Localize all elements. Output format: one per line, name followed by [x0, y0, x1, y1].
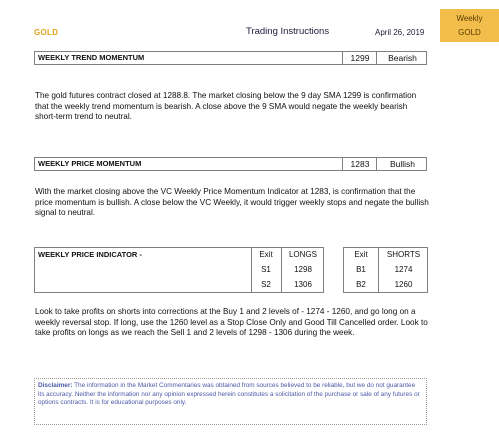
- price-momentum-text: With the market closing above the VC Weekly Price Momentum Indicator at 1283, is confirmation that the price momentum is bullish. A close below the VC Weekly, it would trigger weekly stops and negate the bullish signal to neutral.: [35, 187, 429, 217]
- report-date: April 26, 2019: [375, 28, 425, 37]
- longs-s2-label: S2: [261, 280, 271, 289]
- trend-momentum-value: 1299: [342, 52, 377, 64]
- shorts-exit-header: Exit: [354, 250, 368, 259]
- longs-header: LONGS: [288, 250, 317, 259]
- badge-line-1: Weekly: [456, 13, 483, 23]
- shorts-b2-label: B2: [356, 280, 366, 289]
- longs-s1-value: 1298: [294, 265, 312, 274]
- trend-momentum-title: WEEKLY TREND MOMENTUM: [38, 53, 145, 62]
- trend-momentum-signal: Bearish: [376, 52, 428, 64]
- longs-s1-label: S1: [261, 265, 271, 274]
- shorts-header: SHORTS: [386, 250, 421, 259]
- shorts-b1-value: 1274: [394, 265, 413, 274]
- price-momentum-title: WEEKLY PRICE MOMENTUM: [38, 159, 142, 168]
- price-indicator-longs-table: [34, 247, 324, 293]
- longs-s2-value: 1306: [294, 280, 312, 289]
- badge-line-2: GOLD: [458, 27, 481, 37]
- trend-momentum-header: [34, 51, 427, 65]
- shorts-b2-value: 1260: [394, 280, 413, 289]
- symbol-label: GOLD: [34, 28, 59, 37]
- weekly-gold-badge: [440, 9, 499, 42]
- disclaimer-text: The information in the Market Commentaries was obtained from sources believed to be reliable, but we do not guarantee its accuracy. Neither the information nor any opinion expressed herein constitutes a solicitation of the purchase or sale of any futures or options contracts. It is for educational purposes only.: [38, 382, 420, 407]
- trend-momentum-text: The gold futures contract closed at 1288.8. The market closing below the 9 day SMA 1299 is confirmation that the weekly trend momentum is bearish. A close above the 9 SMA would negate the weekly bearish short-term trend to neutral.: [35, 91, 417, 121]
- disclaimer-box: [34, 378, 427, 425]
- page-title: Trading Instructions: [246, 26, 330, 37]
- shorts-b1-label: B1: [356, 265, 366, 274]
- price-momentum-signal: Bullish: [376, 158, 428, 170]
- price-momentum-header: [34, 157, 427, 171]
- longs-exit-header: Exit: [259, 250, 273, 259]
- price-indicator-title: WEEKLY PRICE INDICATOR -: [38, 250, 142, 259]
- price-momentum-value: 1283: [342, 158, 377, 170]
- price-indicator-text: Look to take profits on shorts into corrections at the Buy 1 and 2 levels of - 1274 - 1260, and go long on a weekly reversal stop. If long, use the 1260 level as a Stop Close Only and Good Till Cancelled order. Look to take profits on longs as we reach the Sell 1 and 2 levels of 1298 - 1306 during the week.: [35, 307, 428, 337]
- price-indicator-shorts-table: [343, 247, 428, 293]
- disclaimer-label: Disclaimer:: [38, 382, 73, 389]
